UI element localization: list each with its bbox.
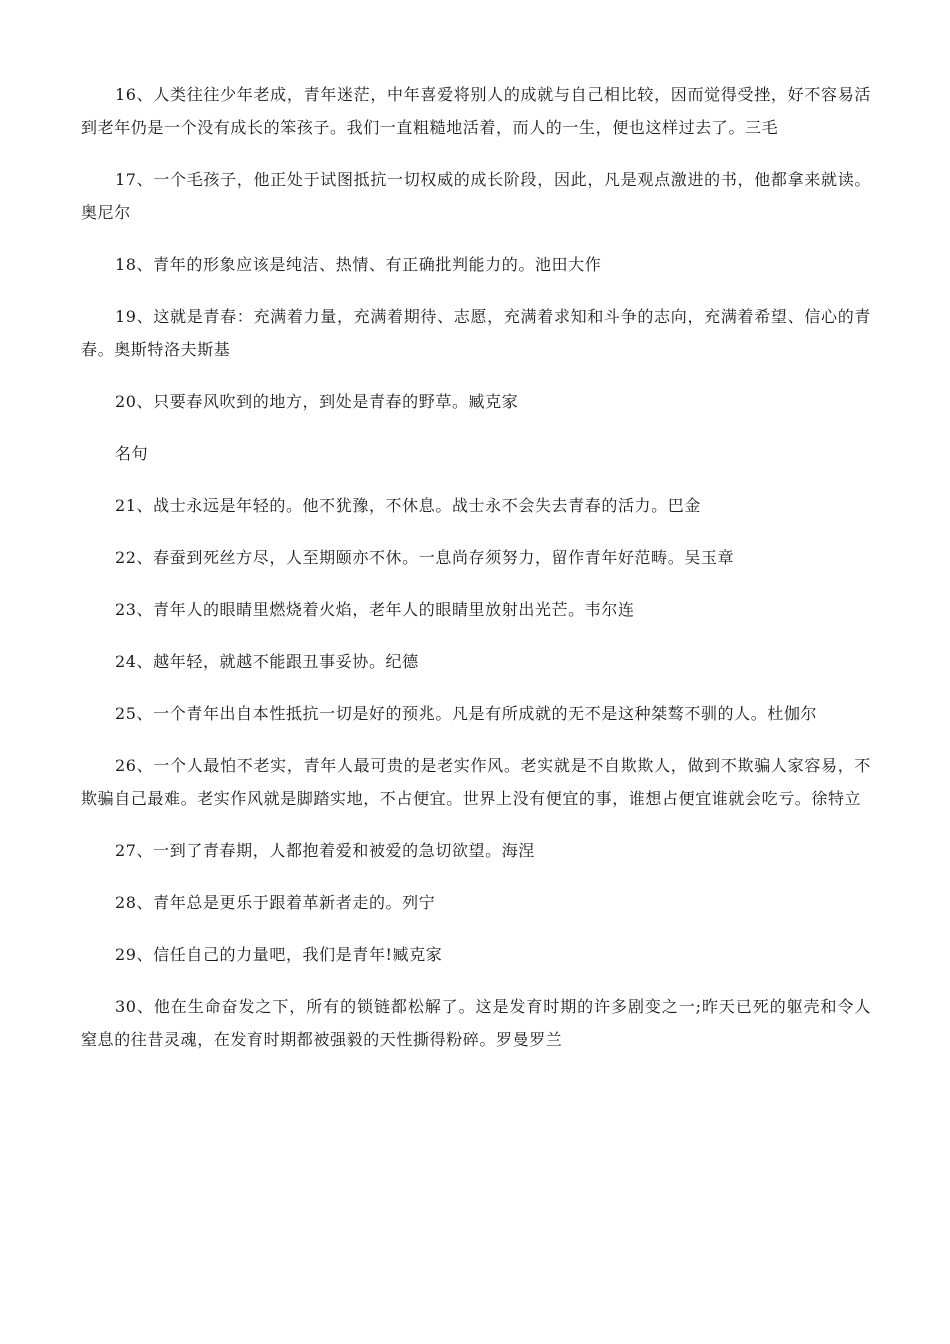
quote-16: 16、人类往往少年老成，青年迷茫，中年喜爱将别人的成就与自己相比较，因而觉得受挫，好不容易活到老年仍是一个没有成长的笨孩子。我们一直粗糙地活着，而人的一生，便也这样过去了。三毛 [81, 85, 871, 137]
quote-26: 26、一个人最怕不老实，青年人最可贵的是老实作风。老实就是不自欺欺人，做到不欺骗人家容易，不欺骗自己最难。老实作风就是脚踏实地，不占便宜。世界上没有便宜的事，谁想占便宜谁就会吃亏。徐特立 [81, 756, 871, 808]
quote-20: 20、只要春风吹到的地方，到处是青春的野草。臧克家 [115, 392, 519, 411]
quote-17: 17、一个毛孩子，他正处于试图抵抗一切权威的成长阶段，因此，凡是观点激进的书，他都拿来就读。奥尼尔 [81, 170, 871, 222]
quote-22: 22、春蚕到死丝方尽，人至期颐亦不休。一息尚存须努力，留作青年好范畴。吴玉章 [115, 548, 735, 567]
document-body [81, 78, 871, 1075]
quote-21: 21、战士永远是年轻的。他不犹豫，不休息。战士永不会失去青春的活力。巴金 [115, 496, 701, 515]
quote-30: 30、他在生命奋发之下，所有的锁链都松解了。这是发育时期的许多剧变之一;昨天已死的躯壳和令人窒息的往昔灵魂，在发育时期都被强毅的天性撕得粉碎。罗曼罗兰 [81, 997, 871, 1049]
quote-23: 23、青年人的眼睛里燃烧着火焰，老年人的眼睛里放射出光芒。韦尔连 [115, 600, 635, 619]
quote-19: 19、这就是青春：充满着力量，充满着期待、志愿，充满着求知和斗争的志向，充满着希望、信心的青春。奥斯特洛夫斯基 [81, 307, 871, 359]
quote-24: 24、越年轻，就越不能跟丑事妥协。纪德 [115, 652, 419, 671]
quote-25: 25、一个青年出自本性抵抗一切是好的预兆。凡是有所成就的无不是这种桀骜不驯的人。杜伽尔 [115, 704, 818, 723]
section-heading: 名句 [115, 444, 149, 463]
quote-18: 18、青年的形象应该是纯洁、热情、有正确批判能力的。池田大作 [115, 255, 602, 274]
quote-27: 27、一到了青春期，人都抱着爱和被爱的急切欲望。海涅 [115, 841, 535, 860]
quote-28: 28、青年总是更乐于跟着革新者走的。列宁 [115, 893, 436, 912]
quote-29: 29、信任自己的力量吧，我们是青年!臧克家 [115, 945, 443, 964]
